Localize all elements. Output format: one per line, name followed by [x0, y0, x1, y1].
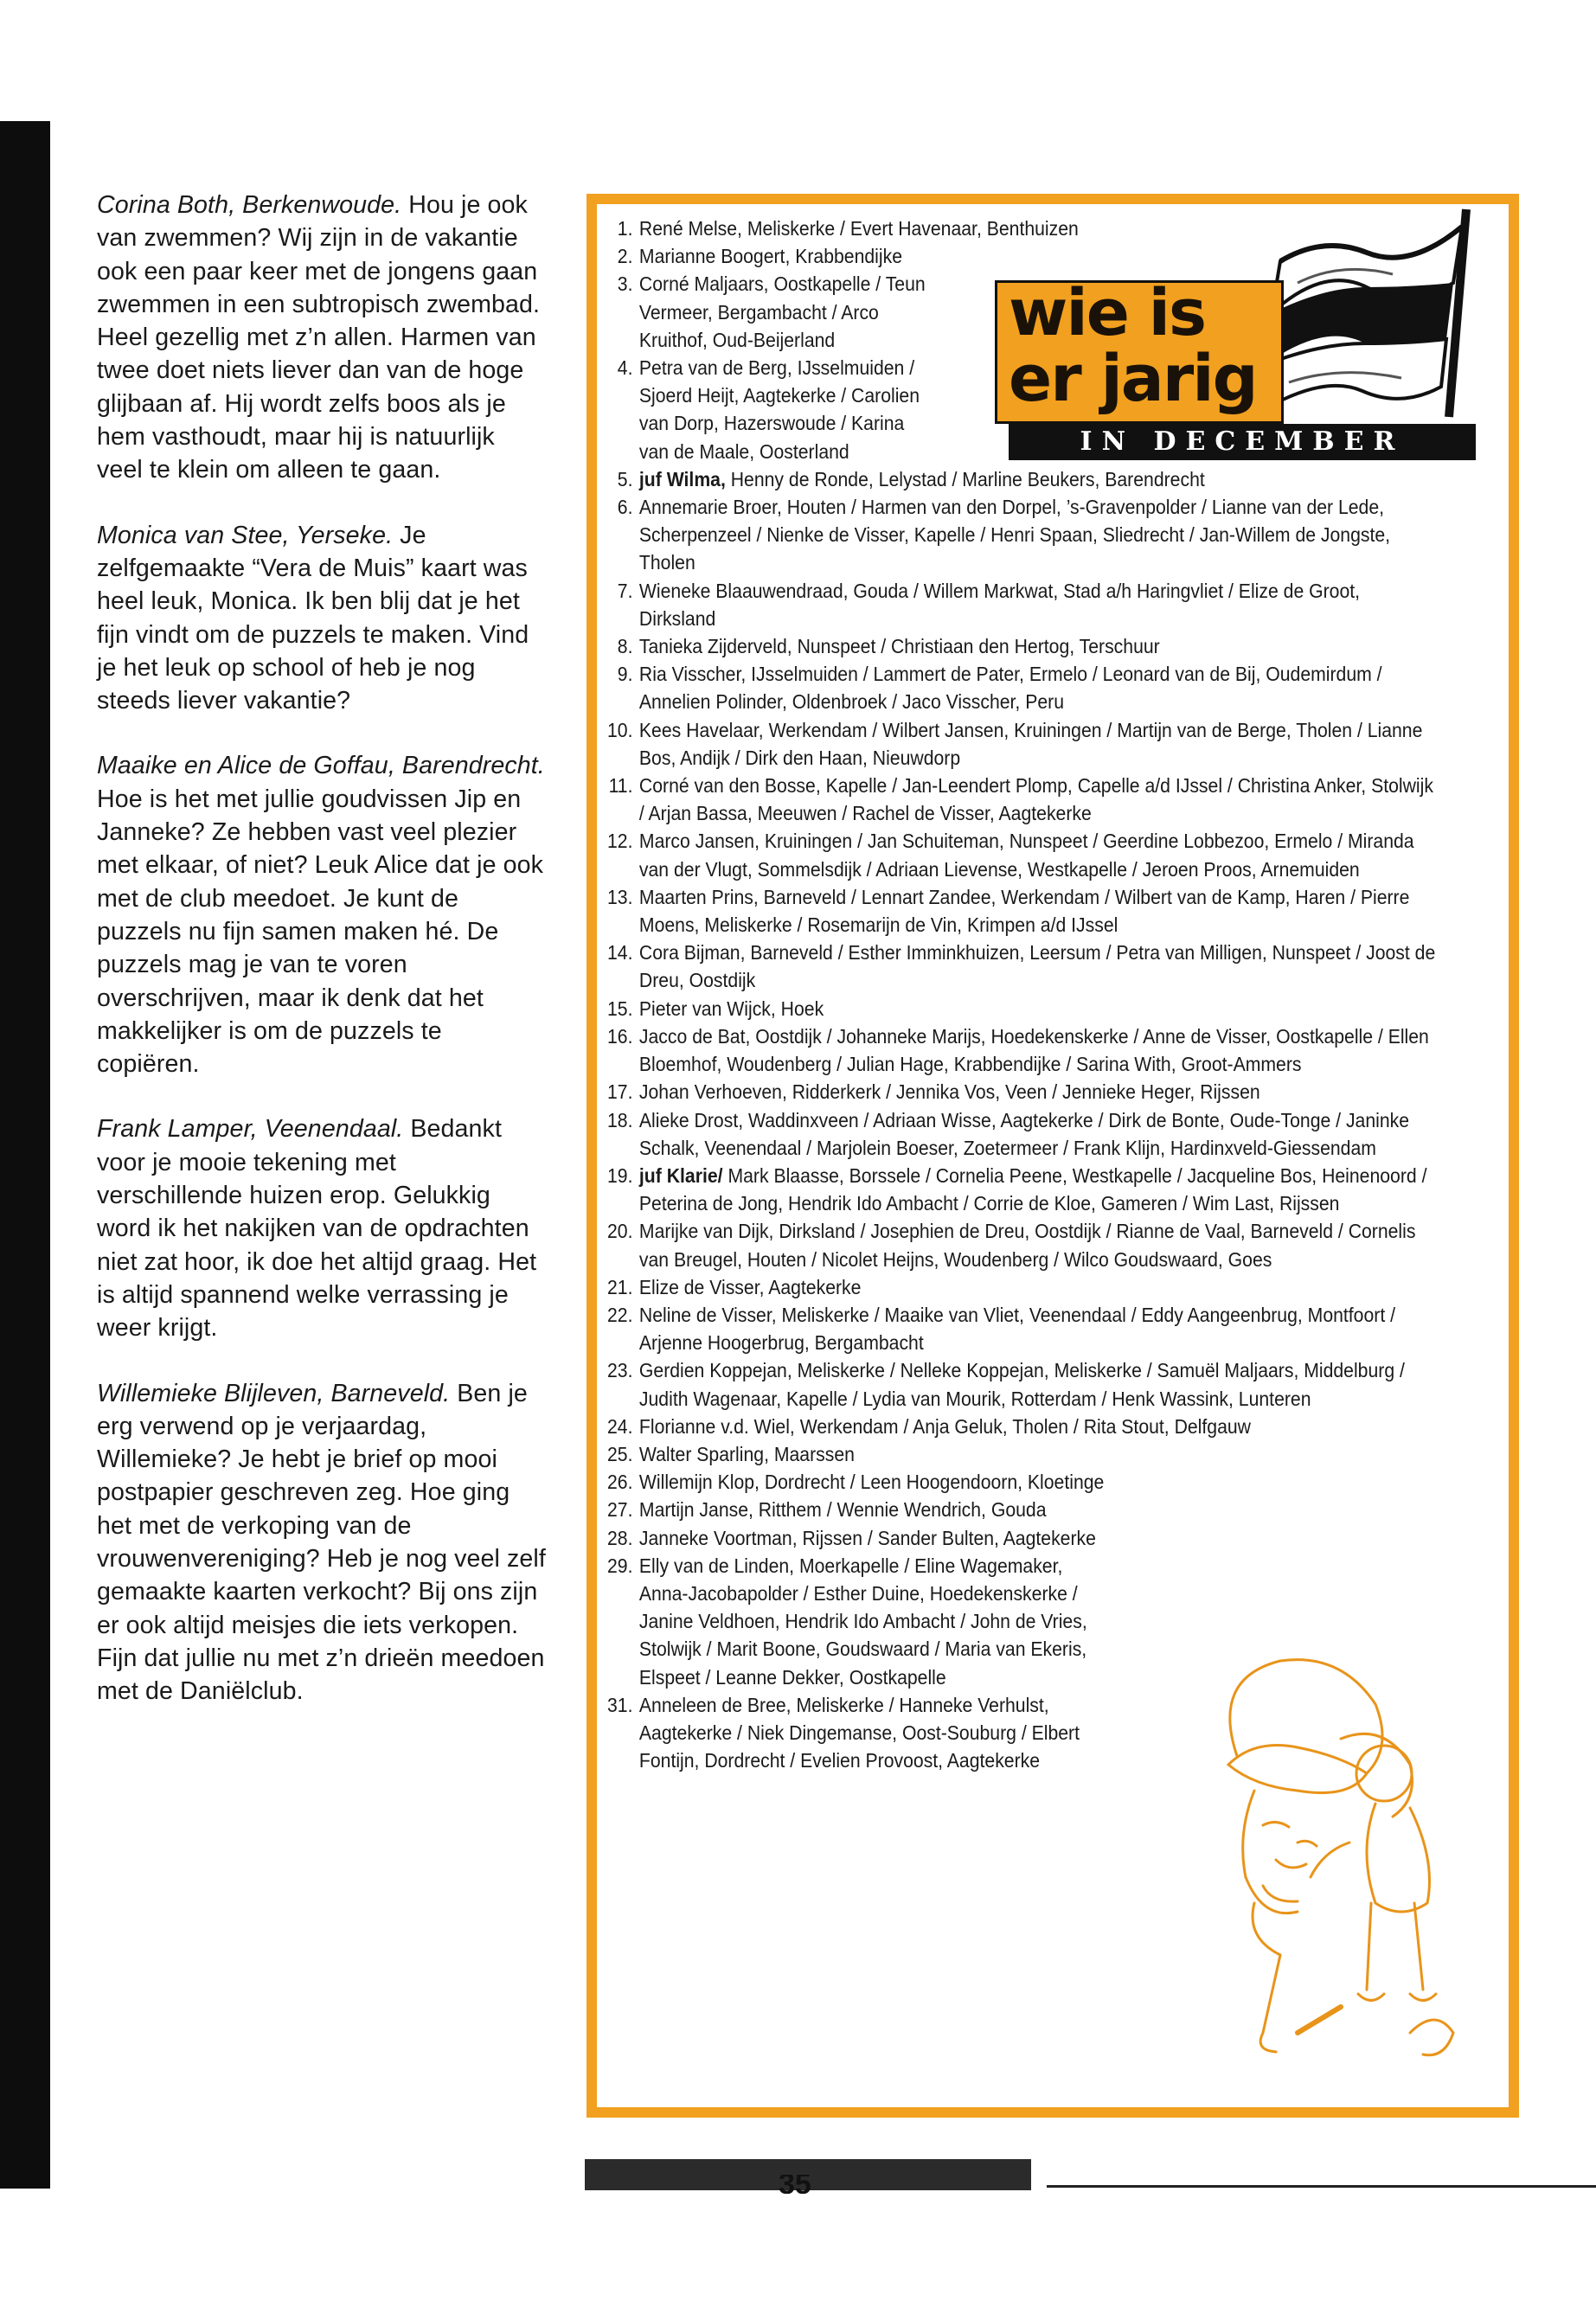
birthday-names [639, 1413, 1440, 1440]
day-number: 17. [606, 1080, 633, 1104]
birthday-entry [604, 1440, 1440, 1468]
page-number: 35 [779, 2175, 811, 2194]
birthday-text: Corné Maljaars, Oostkapelle / Teun Vermeer, Bergambacht / Arco Kruithof, Oud-Beijerland [638, 272, 926, 351]
birthday-text: Henny de Ronde, Lelystad / Marline Beukers, Barendrecht [730, 467, 1205, 490]
day-number: 3. [617, 272, 633, 296]
letter-body: Je zelfgemaakte “Vera de Muis” kaart was heel leuk, Monica. Ik ben blij dat je het fijn vindt om de puzzels te maken. Vind je het leuk op school of heb je nog steeds liever vakantie? [97, 521, 529, 715]
letters-column [97, 189, 547, 1740]
letter-body: Ben je erg verwend op je verjaardag, Willemieke? Je hebt je brief op mooi postpapier geschreven zeg. Hoe ging het met de verkoping van de vrouwenvereniging? Heb je nog veel zelf gemaakte kaarten verkocht? Bij ons zijn er ook altijd meisjes die iets verkopen. Fijn dat jullie nu met z’n drieën meedoen met de Daniëlclub. [97, 1379, 546, 1706]
birthday-text: Marianne Boogert, Krabbendijke [638, 245, 903, 268]
birthday-names [639, 772, 1440, 827]
day-number: 8. [617, 635, 633, 658]
birthday-entry [604, 1078, 1440, 1106]
birthday-text: Tanieka Zijderveld, Nunspeet / Christiaan den Hertog, Terschuur [638, 635, 1160, 658]
day-number: 19. [606, 1163, 633, 1187]
birthday-names [639, 1273, 1440, 1301]
birthday-text: Ria Visscher, IJsselmuiden / Lammert de Pater, Ermelo / Leonard van de Bij, Oudemirdum / Annelien Polinder, Oldenbroek / Jaco Visscher, Peru [638, 663, 1382, 714]
birthday-entry [604, 1356, 1440, 1412]
letter-writer: Corina Both, Berkenwoude. [97, 191, 402, 219]
title-line: er jarig [1009, 342, 1257, 416]
day-number: 14. [606, 941, 633, 965]
day-number: 9. [617, 663, 633, 686]
birthday-entry [604, 1106, 1440, 1162]
birthday-entry [604, 1162, 1440, 1217]
birthday-text: Marco Jansen, Kruiningen / Jan Schuiteman, Nunspeet / Geerdine Lobbezoo, Ermelo / Miranda van der Vlugt, Sommelsdijk / Adriaan Lievense, Westkapelle / Jeroen Proos, Arnemuiden [638, 830, 1414, 881]
birthday-text: Willemijn Klop, Dordrecht / Leen Hoogendoorn, Kloetinge [638, 1471, 1105, 1494]
birthday-entry [604, 1301, 1440, 1356]
birthday-names [639, 577, 1440, 632]
birthday-text: Martijn Janse, Ritthem / Wennie Wendrich, Gouda [638, 1498, 1047, 1522]
birthday-names [639, 1496, 1440, 1523]
birthday-text: Marijke van Dijk, Dirksland / Josephien de Dreu, Oostdijk / Rianne de Vaal, Barneveld / Cornelis van Breugel, Houten / Nicolet Heijns, Woudenberg / Wilco Goudswaard, Goes [638, 1220, 1416, 1271]
birthday-names [639, 1022, 1440, 1078]
birthday-names [639, 270, 939, 354]
birthday-entry [604, 772, 1440, 827]
birthday-entry [604, 883, 1440, 939]
day-number: 27. [606, 1498, 633, 1522]
letter-body: Hou je ook van zwemmen? Wij zijn in de vakantie ook een paar keer met de jongens gaan zwemmen in een subtropisch zwembad. Heel gezellig met z’n allen. Harmen van twee doet niets liever dan van de hoge glijbaan af. Hij wordt zelfs boos als je hem vasthoudt, maar hij is natuurlijk veel te klein om alleen te gaan. [97, 191, 541, 484]
birthday-text: Petra van de Berg, IJsselmuiden / Sjoerd Heijt, Aagtekerke / Carolien van Dorp, Hazerswoude / Karina van de Maale, Oosterland [638, 356, 920, 463]
birthday-names [639, 660, 1440, 715]
birthday-text: Elize de Visser, Aagtekerke [638, 1275, 862, 1298]
day-number: 20. [606, 1220, 633, 1243]
birthday-text: Anneleen de Bree, Meliskerke / Hanneke Verhulst, Aagtekerke / Niek Dingemanse, Oost-Souburg / Elbert Fontijn, Dordrecht / Evelien Provoost, Aagtekerke [638, 1693, 1080, 1772]
month-banner: IN DECEMBER [1009, 424, 1476, 460]
day-number: 26. [606, 1471, 633, 1494]
birthday-text: Cora Bijman, Barneveld / Esther Imminkhuizen, Leersum / Petra van Milligen, Nunspeet / Joost de Dreu, Oostdijk [638, 941, 1436, 992]
birthday-entry [604, 465, 1440, 493]
day-number: 12. [606, 830, 633, 853]
birthday-entry [604, 577, 1440, 632]
day-number: 25. [606, 1442, 633, 1465]
birthday-text: René Melse, Meliskerke / Evert Havenaar, Benthuizen [638, 217, 1079, 240]
birthday-text: Annemarie Broer, Houten / Harmen van den Dorpel, ’s-Gravenpolder / Lianne van der Lede, Scherpenzeel / Nienke de Visser, Kapelle / Henri Spaan, Sliedrecht / Jan-Willem de Jongste, Tholen [638, 496, 1391, 574]
birthday-entry [604, 716, 1440, 772]
day-number: 15. [606, 997, 633, 1020]
birthday-entry [604, 1468, 1440, 1496]
birthday-entry [604, 827, 1440, 882]
birthday-names [639, 1301, 1440, 1356]
day-number: 10. [606, 718, 633, 741]
day-number: 24. [606, 1414, 633, 1438]
birthday-names [639, 465, 1440, 493]
day-number: 7. [617, 579, 633, 602]
birthday-entry [604, 995, 1440, 1022]
letter-paragraph [97, 1377, 547, 1708]
letter-writer: Maaike en Alice de Goffau, Barendrecht. [97, 752, 545, 780]
birthday-text: Pieter van Wijck, Hoek [638, 997, 824, 1020]
birthday-entry [604, 939, 1440, 994]
birthday-names [639, 939, 1440, 994]
day-number: 6. [617, 496, 633, 519]
birthday-entry [604, 1022, 1440, 1078]
birthday-text: Kees Havelaar, Werkendam / Wilbert Jansen, Kruiningen / Martijn van de Berge, Tholen / Lianne Bos, Andijk / Dirk den Haan, Nieuwdorp [638, 718, 1423, 769]
day-number: 21. [606, 1275, 633, 1298]
birthday-entry [604, 493, 1440, 577]
day-number: 28. [606, 1526, 633, 1549]
birthday-names [639, 1691, 1106, 1775]
birthday-entry [604, 1217, 1440, 1272]
birthday-names [639, 1440, 1440, 1468]
birthday-text: Alieke Drost, Waddinxveen / Adriaan Wisse, Aagtekerke / Dirk de Bonte, Oude-Tonge / Janinke Schalk, Veenendaal / Marjolein Boeser, Zoetermeer / Frank Klijn, Hardinxveld-Giessendam [638, 1108, 1410, 1159]
birthday-entry [604, 632, 1440, 660]
birthday-entry [604, 1413, 1440, 1440]
birthday-names [639, 1468, 1440, 1496]
letter-paragraph [97, 1112, 547, 1344]
teacher-name: juf Klarie/ [638, 1163, 723, 1187]
day-number: 2. [617, 245, 633, 268]
birthday-text: Elly van de Linden, Moerkapelle / Eline Wagemaker, Anna-Jacobapolder / Esther Duine, Hoedekenskerke / Janine Veldhoen, Hendrik Ido Ambacht / John de Vries, Stolwijk / Marit Boone, Goudswaard / Maria van Ekeris, Elspeet / Leanne Dekker, Oostkapelle [638, 1554, 1087, 1689]
birthday-names [639, 493, 1440, 577]
header-title [1009, 276, 1285, 416]
birthday-text: Walter Sparling, Maarssen [638, 1442, 855, 1465]
letter-paragraph [97, 189, 547, 487]
binding-edge [0, 121, 50, 2189]
birthday-text: Jacco de Bat, Oostdijk / Johanneke Marijs, Hoedekenskerke / Anne de Visser, Oostkapelle / Ellen Bloemhof, Woudenberg / Julian Hage, Krabbendijke / Sarina With, Groot-Ammers [638, 1024, 1429, 1076]
day-number: 23. [606, 1359, 633, 1382]
day-number: 4. [617, 356, 633, 380]
birthday-text: Johan Verhoeven, Ridderkerk / Jennika Vos, Veen / Jennieke Heger, Rijssen [638, 1080, 1260, 1104]
footer-rule [1047, 2185, 1596, 2188]
birthday-text: Gerdien Koppejan, Meliskerke / Nelleke Koppejan, Meliskerke / Samuël Maljaars, Middelburg / Judith Wagenaar, Kapelle / Lydia van Mourik, Rotterdam / Henk Wassink, Lunteren [638, 1359, 1405, 1410]
letter-writer: Frank Lamper, Veenendaal. [97, 1115, 404, 1144]
children-illustration [1125, 1626, 1488, 2076]
day-number: 29. [606, 1554, 633, 1577]
teacher-name: juf Wilma, [638, 467, 726, 490]
birthday-names [639, 1217, 1440, 1272]
birthday-names [639, 1162, 1440, 1217]
letter-writer: Willemieke Blijleven, Barneveld. [97, 1379, 451, 1407]
birthday-names [639, 827, 1440, 882]
day-number: 18. [606, 1108, 633, 1131]
birthday-text: Corné van den Bosse, Kapelle / Jan-Leendert Plomp, Capelle a/d IJssel / Christina Anker, Stolwijk / Arjan Bassa, Meeuwen / Rachel de Visser, Aagtekerke [638, 774, 1433, 825]
title-line: wie is [1009, 276, 1206, 350]
day-number: 31. [606, 1693, 633, 1716]
birthday-entry [604, 1273, 1440, 1301]
birthday-names [639, 1552, 1106, 1691]
birthday-names [639, 632, 1440, 660]
day-number: 1. [617, 217, 633, 240]
birthday-names [639, 1106, 1440, 1162]
day-number: 5. [617, 467, 633, 490]
birthday-names [639, 716, 1440, 772]
birthday-text: Florianne v.d. Wiel, Werkendam / Anja Geluk, Tholen / Rita Stout, Delfgauw [638, 1414, 1251, 1438]
birthday-entry [604, 1496, 1440, 1523]
birthday-text: Maarten Prins, Barneveld / Lennart Zandee, Werkendam / Wilbert van de Kamp, Haren / Pierre Moens, Meliskerke / Rosemarijn de Vin, Krimpen a/d IJssel [638, 885, 1410, 937]
birthday-names [639, 1078, 1440, 1106]
day-number: 13. [606, 885, 633, 908]
birthday-names [639, 1356, 1440, 1412]
birthday-text: Janneke Voortman, Rijssen / Sander Bulten, Aagtekerke [638, 1526, 1096, 1549]
letter-body: Bedankt voor je mooie tekening met verschillende huizen erop. Gelukkig word ik het nakijken van de opdrachten niet zat hoor, ik doe het altijd graag. Het is altijd spannend welke verrassing je weer krijgt. [97, 1115, 537, 1343]
letter-body: Hoe is het met jullie goudvissen Jip en Janneke? Ze hebben vast veel plezier met elkaar, of niet? Leuk Alice dat je ook met de club meedoet. Je kunt de puzzels nu fijn samen maken hé. De puzzels mag je van te voren overschrijven, maar ik denk dat het makkelijker is om de puzzels te copiëren. [97, 785, 544, 1079]
birthday-names [639, 883, 1440, 939]
day-number: 22. [606, 1303, 633, 1326]
birthday-header [986, 201, 1481, 460]
birthday-entry [604, 1524, 1440, 1552]
birthday-names [639, 995, 1440, 1022]
birthday-text: Neline de Visser, Meliskerke / Maaike van Vliet, Veenendaal / Eddy Aangeenbrug, Montfoort / Arjenne Hoogerbrug, Bergambacht [638, 1303, 1396, 1355]
birthday-names [639, 1524, 1106, 1552]
day-number: 16. [606, 1024, 633, 1048]
letter-paragraph [97, 749, 547, 1080]
birthday-entry [604, 660, 1440, 715]
birthday-text: Wieneke Blaauwendraad, Gouda / Willem Markwat, Stad a/h Haringvliet / Elize de Groot, Dirksland [638, 579, 1361, 630]
letter-paragraph [97, 519, 547, 718]
birthday-text: Mark Blaasse, Borssele / Cornelia Peene, Westkapelle / Jacqueline Bos, Heinenoord / Peterina de Jong, Hendrik Ido Ambacht / Corrie de Kloe, Gameren / Wim Last, Rijssen [638, 1163, 1427, 1215]
day-number: 11. [608, 774, 633, 798]
letter-writer: Monica van Stee, Yerseke. [97, 521, 394, 549]
birthday-names [639, 354, 939, 465]
